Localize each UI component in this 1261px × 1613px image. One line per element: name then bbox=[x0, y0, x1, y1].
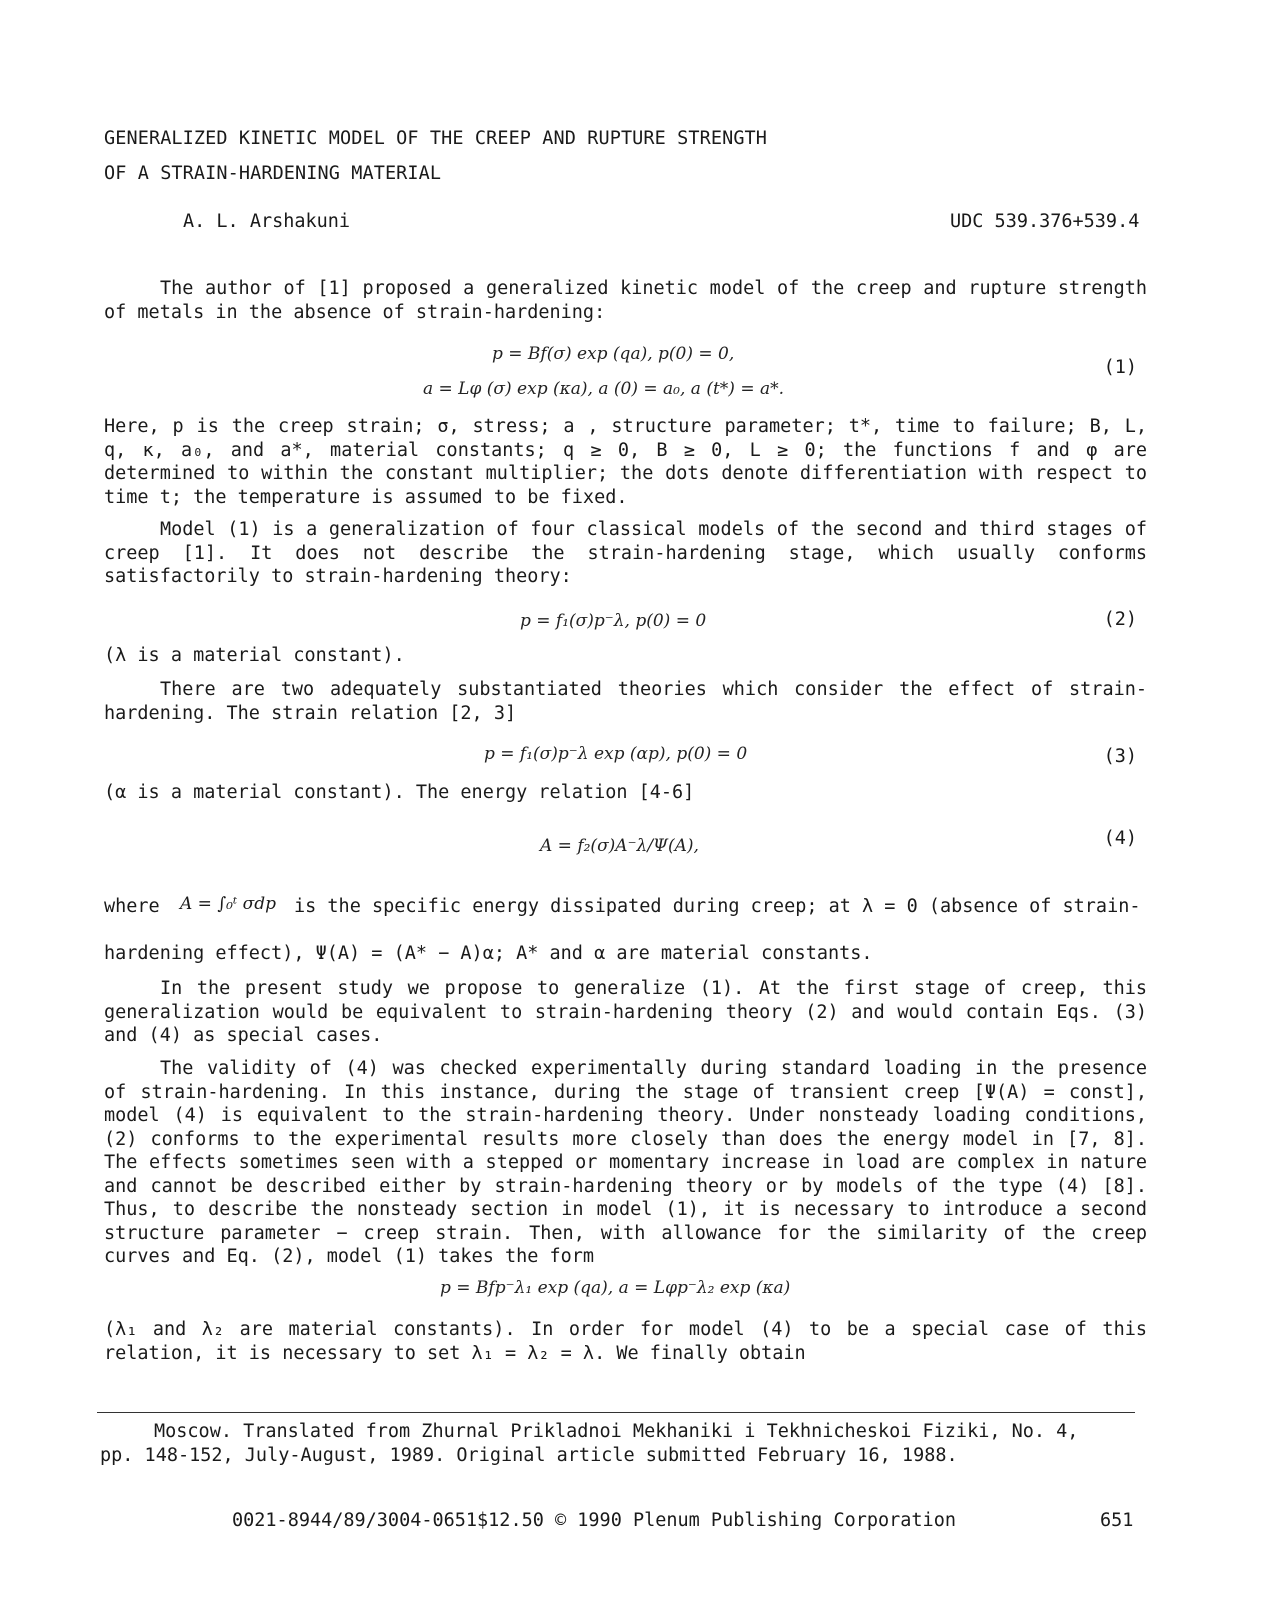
footnote bbox=[100, 1420, 1140, 1467]
footnote-line-2: pp. 148-152, July-August, 1989. Original article submitted February 16, 1988. bbox=[100, 1444, 958, 1466]
page-number: 651 bbox=[1100, 1510, 1134, 1531]
udc-code: UDC 539.376+539.4 bbox=[950, 211, 1140, 232]
paragraph-definitions: Here, p is the creep strain; σ, stress; a , structure parameter; t*, time to failure; B, L, q, κ, a₀, and a*, material constants; q ≥ 0, B ≥ 0, L ≥ 0; the functions f and φ are determined to within the constant multiplier; the dots denote differentiation with respect to time t; the temperature is assumed to be fixed. bbox=[104, 416, 1147, 508]
equation-1b: a = Lφ (σ) exp (κa), a (0) = a₀, a (t*) = a*. bbox=[423, 379, 785, 399]
equation-2: p = f₁(σ)p⁻λ, p(0) = 0 bbox=[520, 611, 707, 631]
equation-4: A = f₂(σ)A⁻λ/Ψ(A), bbox=[540, 836, 699, 856]
publication-code: 0021-8944/89/3004-0651$12.50 © 1990 Plenum Publishing Corporation bbox=[232, 1510, 956, 1531]
paragraph-energy-effect: hardening effect), Ψ(A) = (A* − A)α; A* and α are material constants. bbox=[104, 943, 873, 964]
footnote-line-1: Moscow. Translated from Zhurnal Prikladnoi Mekhaniki i Tekhnicheskoi Fiziki, No. 4, bbox=[154, 1421, 1079, 1442]
integral-definition: A = ∫₀ᵗ σdp bbox=[180, 894, 276, 914]
equation-5: p = Bfp⁻λ₁ exp (qa), a = Lφp⁻λ₂ exp (κa) bbox=[440, 1278, 791, 1298]
paragraph-lambda-note: (λ is a material constant). bbox=[104, 645, 405, 666]
equation-number-1: (1) bbox=[1103, 357, 1137, 378]
paragraph-validity: The validity of (4) was checked experimentally during standard loading in the presence of strain-hardening. In this instance, during the stage of transient creep [Ψ(A) = const], model (4) is equivalent to the strain-hardening theory. Under nonsteady loading conditions, (2) conforms to the experimental results more closely than does the energy model in [7, 8]. The effects sometimes seen with a stepped or momentary increase in load are complex in nature and cannot be described either by strain-hardening theory or by models of the type (4) [8]. Thus, to describe the nonsteady section in model (1), it is necessary to introduce a second structure parameter − creep strain. Then, with allowance for the similarity of the creep curves and Eq. (2), model (1) takes the form bbox=[104, 1058, 1147, 1267]
paragraph-alpha-note: (α is a material constant). The energy relation [4-6] bbox=[104, 782, 695, 803]
where-word: where bbox=[104, 896, 160, 917]
equation-1a: p = Bf(σ) exp (qa), p(0) = 0, bbox=[492, 344, 735, 364]
author: A. L. Arshakuni bbox=[183, 211, 351, 232]
equation-number-4: (4) bbox=[1103, 828, 1137, 849]
title-line-2: OF A STRAIN-HARDENING MATERIAL bbox=[104, 163, 442, 184]
paragraph-present-study: In the present study we propose to generalize (1). At the first stage of creep, this generalization would be equivalent to strain-hardening theory (2) and would contain Eqs. (3) and (4) as special cases. bbox=[104, 978, 1147, 1046]
paragraph-lambda-constants: (λ₁ and λ₂ are material constants). In order for model (4) to be a special case of this relation, it is necessary to set λ₁ = λ₂ = λ. We finally obtain bbox=[104, 1319, 1147, 1364]
equation-number-2: (2) bbox=[1103, 609, 1137, 630]
where-rest: is the specific energy dissipated during creep; at λ = 0 (absence of strain- bbox=[294, 896, 1141, 917]
title-line-1: GENERALIZED KINETIC MODEL OF THE CREEP AND RUPTURE STRENGTH bbox=[104, 128, 768, 149]
equation-3: p = f₁(σ)p⁻λ exp (αp), p(0) = 0 bbox=[484, 744, 748, 764]
paragraph-model-generalization: Model (1) is a generalization of four classical models of the second and third stages of creep [1]. It does not describe the strain-hardening stage, which usually conforms satisfactorily to strain-hardening theory: bbox=[104, 519, 1147, 587]
paragraph-two-theories: There are two adequately substantiated theories which consider the effect of strain-hardening. The strain relation [2, 3] bbox=[104, 679, 1147, 724]
footnote-rule bbox=[97, 1412, 1135, 1413]
equation-number-3: (3) bbox=[1103, 746, 1137, 767]
paragraph-intro: The author of [1] proposed a generalized kinetic model of the creep and rupture strength of metals in the absence of strain-hardening: bbox=[104, 278, 1147, 323]
